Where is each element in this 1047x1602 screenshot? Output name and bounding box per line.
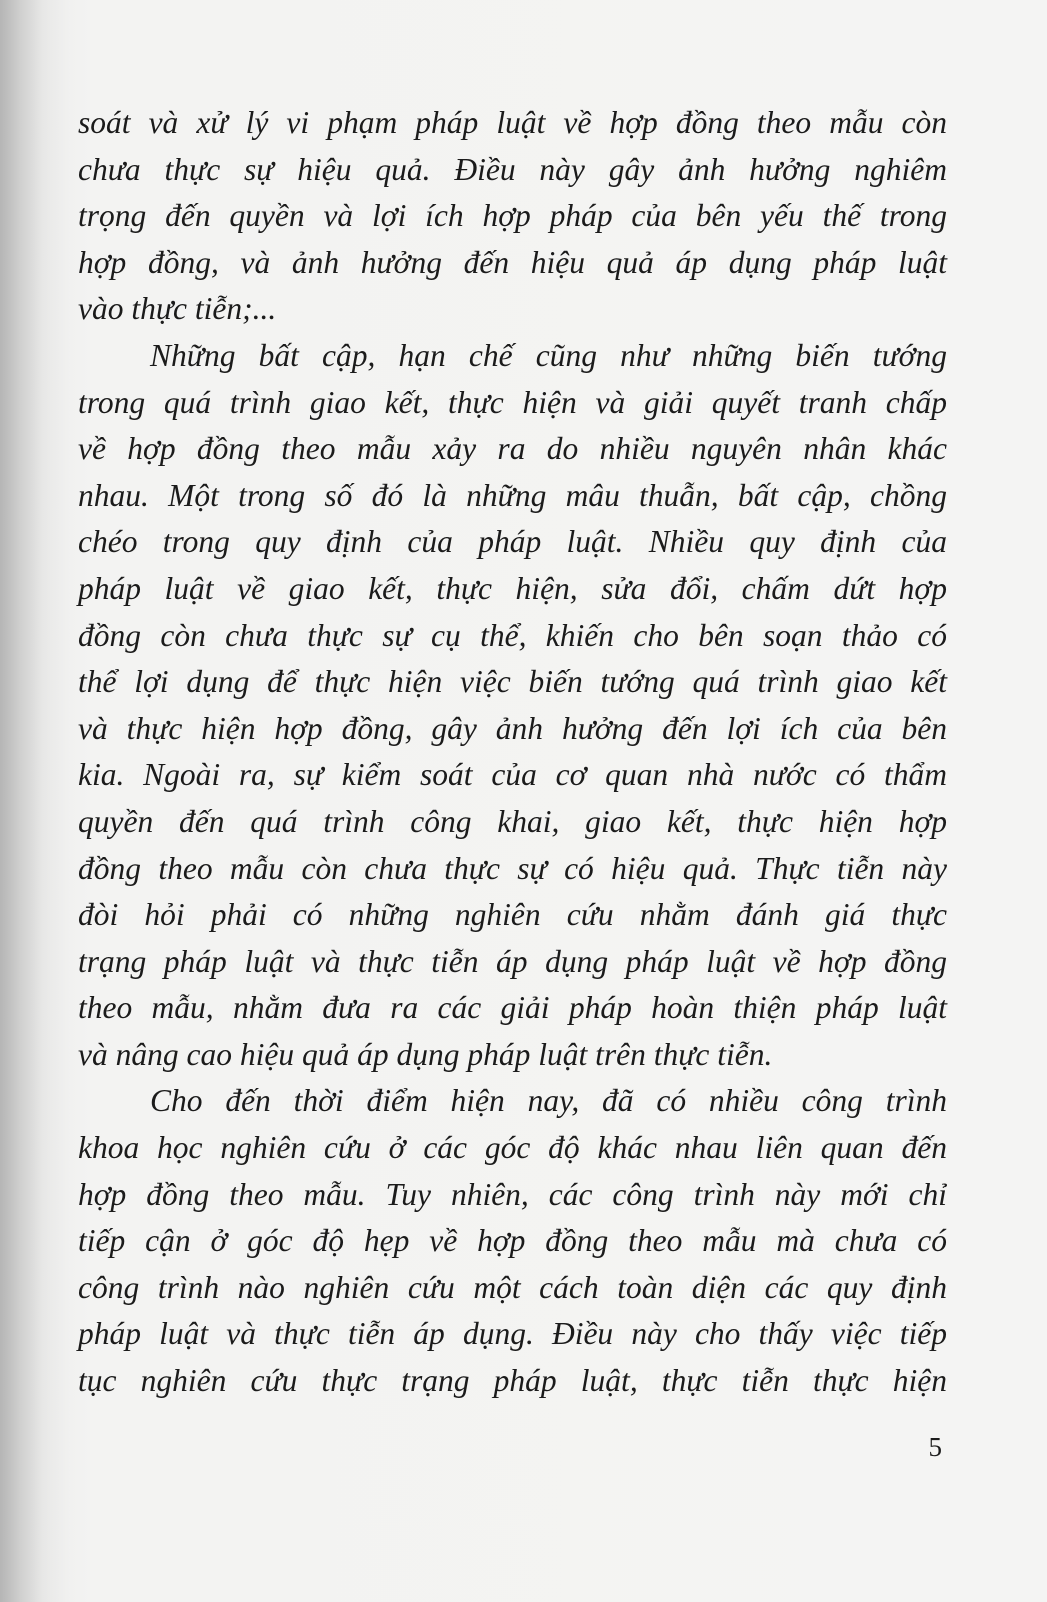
text-line: về hợp đồng theo mẫu xảy ra do nhiều nguyên nhân khác xyxy=(78,431,947,467)
text-line: đòi hỏi phải có những nghiên cứu nhằm đánh giá thực xyxy=(78,897,947,933)
text-line: đồng theo mẫu còn chưa thực sự có hiệu quả. Thực tiễn này xyxy=(78,850,947,886)
text-line: trong quá trình giao kết, thực hiện và giải quyết tranh chấp xyxy=(78,384,947,420)
text-line: pháp luật về giao kết, thực hiện, sửa đổi, chấm dứt hợp xyxy=(78,570,947,606)
text-line: chéo trong quy định của pháp luật. Nhiều quy định của xyxy=(78,524,947,560)
text-line: hợp đồng theo mẫu. Tuy nhiên, các công trình này mới chỉ xyxy=(78,1176,947,1212)
spine-shadow xyxy=(0,0,70,1602)
text-line: hợp đồng, và ảnh hưởng đến hiệu quả áp dụng pháp luật xyxy=(78,244,947,280)
text-line: vào thực tiễn;... xyxy=(78,291,277,327)
text-line: và thực hiện hợp đồng, gây ảnh hưởng đến lợi ích của bên xyxy=(78,710,947,746)
text-line: kia. Ngoài ra, sự kiểm soát của cơ quan nhà nước có thẩm xyxy=(78,757,947,793)
text-line: trạng pháp luật và thực tiễn áp dụng pháp luật về hợp đồng xyxy=(78,943,947,979)
text-line: theo mẫu, nhằm đưa ra các giải pháp hoàn thiện pháp luật xyxy=(78,990,947,1026)
text-line: pháp luật và thực tiễn áp dụng. Điều này cho thấy việc tiếp xyxy=(78,1316,947,1352)
body-text xyxy=(78,100,947,1405)
text-line: chưa thực sự hiệu quả. Điều này gây ảnh hưởng nghiêm xyxy=(78,151,947,187)
text-line: đồng còn chưa thực sự cụ thể, khiến cho bên soạn thảo có xyxy=(78,617,947,653)
text-line: trọng đến quyền và lợi ích hợp pháp của bên yếu thế trong xyxy=(78,198,947,234)
text-line: và nâng cao hiệu quả áp dụng pháp luật trên thực tiễn. xyxy=(78,1036,773,1072)
text-line: Cho đến thời điểm hiện nay, đã có nhiều công trình xyxy=(150,1083,947,1119)
text-line: khoa học nghiên cứu ở các góc độ khác nhau liên quan đến xyxy=(78,1130,947,1166)
text-line: quyền đến quá trình công khai, giao kết, thực hiện hợp xyxy=(78,803,947,839)
text-line: tiếp cận ở góc độ hẹp về hợp đồng theo mẫu mà chưa có xyxy=(78,1223,947,1259)
page-number: 5 xyxy=(928,1432,942,1462)
text-line: nhau. Một trong số đó là những mâu thuẫn, bất cập, chồng xyxy=(78,477,947,513)
text-line: công trình nào nghiên cứu một cách toàn diện các quy định xyxy=(78,1269,947,1305)
text-line: soát và xử lý vi phạm pháp luật về hợp đồng theo mẫu còn xyxy=(78,105,947,140)
text-line: Những bất cập, hạn chế cũng như những biến tướng xyxy=(150,337,947,373)
text-line: tục nghiên cứu thực trạng pháp luật, thực tiễn thực hiện xyxy=(78,1363,947,1399)
text-line: thể lợi dụng để thực hiện việc biến tướng quá trình giao kết xyxy=(78,664,947,700)
